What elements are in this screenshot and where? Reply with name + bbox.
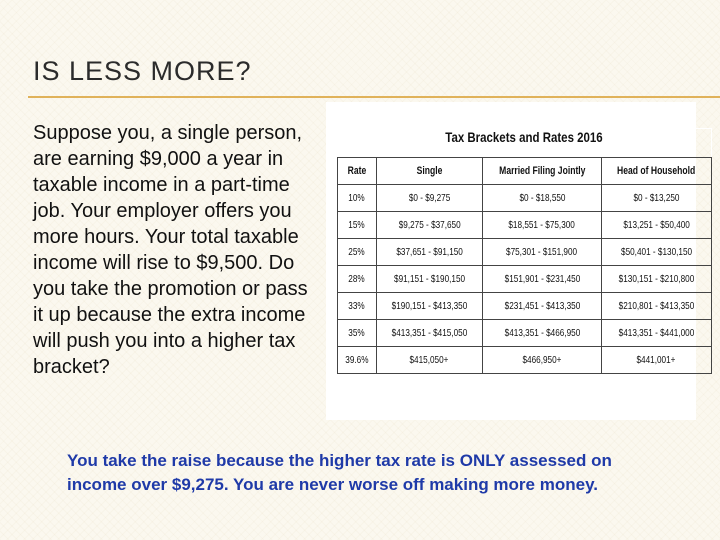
table-cell-single	[376, 212, 482, 239]
table-cell-head-of-household	[602, 212, 711, 239]
cell-value: $413,351 - $441,000	[618, 327, 695, 339]
cell-value: $13,251 - $50,400	[623, 219, 690, 231]
table-cell-married-filing-jointly	[482, 239, 602, 266]
slide-title: IS LESS MORE?	[33, 56, 252, 86]
table-cell-head-of-household	[602, 239, 711, 266]
table-cell-head-of-household	[602, 266, 711, 293]
header-single	[376, 158, 482, 185]
header-mfj-label: Married Filing Jointly	[498, 165, 586, 177]
table-row	[338, 347, 712, 374]
table-cell-head-of-household	[602, 293, 711, 320]
cell-value: $413,351 - $466,950	[504, 327, 580, 339]
table-cell-rate	[338, 293, 377, 320]
cell-value: $130,151 - $210,800	[618, 273, 695, 285]
tax-brackets-table	[337, 128, 712, 374]
table-row	[338, 212, 712, 239]
cell-value: $91,151 - $190,150	[393, 273, 465, 285]
table-row	[338, 320, 712, 347]
table-title: Tax Brackets and Rates 2016	[445, 129, 603, 145]
table-row	[338, 239, 712, 266]
cell-value: $441,001+	[636, 354, 676, 366]
table-cell-single	[376, 320, 482, 347]
cell-value: $415,050+	[409, 354, 449, 366]
cell-value: $466,950+	[522, 354, 562, 366]
cell-value: 10%	[348, 192, 366, 204]
table-row	[338, 266, 712, 293]
header-rate-label: Rate	[347, 165, 367, 177]
table-cell-married-filing-jointly	[482, 266, 602, 293]
cell-value: $18,551 - $75,300	[508, 219, 576, 231]
table-cell-rate	[338, 212, 377, 239]
table-cell-single	[376, 266, 482, 293]
question-text: Suppose you, a single person, are earning $9,000 a year in taxable income in a part-time job. Your employer offers you more hours. Your total taxable income will rise to $9,500. Do you take the promotion or pass it up because the extra income will push you into a higher tax bracket?	[33, 122, 308, 378]
header-rate	[338, 158, 377, 185]
cell-value: $0 - $9,275	[408, 192, 450, 204]
table-title-cell	[338, 129, 712, 158]
table-cell-head-of-household	[602, 347, 711, 374]
cell-value: $231,451 - $413,350	[504, 300, 580, 312]
table-row	[338, 185, 712, 212]
cell-value: 15%	[348, 219, 366, 231]
table-cell-single	[376, 347, 482, 374]
header-married-filing-jointly	[482, 158, 602, 185]
table-cell-single	[376, 239, 482, 266]
cell-value: $75,301 - $151,900	[506, 246, 578, 258]
answer-text: You take the raise because the higher tax rate is ONLY assessed on income over $9,275. You are never worse off making more money.	[67, 451, 612, 494]
cell-value: 28%	[348, 273, 366, 285]
table-cell-rate	[338, 347, 377, 374]
table-body	[338, 185, 712, 374]
cell-value: $50,401 - $130,150	[620, 246, 692, 258]
tax-table-image	[326, 102, 696, 420]
table-cell-married-filing-jointly	[482, 293, 602, 320]
header-head-of-household	[602, 158, 711, 185]
table-cell-married-filing-jointly	[482, 347, 602, 374]
cell-value: $413,351 - $415,050	[391, 327, 468, 339]
table-cell-head-of-household	[602, 320, 711, 347]
table-cell-married-filing-jointly	[482, 185, 602, 212]
table-cell-married-filing-jointly	[482, 320, 602, 347]
cell-value: $0 - $13,250	[633, 192, 680, 204]
cell-value: $190,151 - $413,350	[391, 300, 468, 312]
cell-value: $9,275 - $37,650	[398, 219, 461, 231]
cell-value: $0 - $18,550	[519, 192, 566, 204]
table-cell-rate	[338, 320, 377, 347]
cell-value: $37,651 - $91,150	[395, 246, 463, 258]
cell-value: $151,901 - $231,450	[504, 273, 580, 285]
table-cell-single	[376, 185, 482, 212]
table-cell-married-filing-jointly	[482, 212, 602, 239]
table-cell-rate	[338, 239, 377, 266]
header-hoh-label: Head of Household	[617, 165, 696, 177]
table-cell-rate	[338, 185, 377, 212]
table-cell-single	[376, 293, 482, 320]
cell-value: $210,801 - $413,350	[618, 300, 695, 312]
table-header-row	[338, 158, 712, 185]
cell-value: 39.6%	[345, 354, 369, 366]
cell-value: 25%	[348, 246, 366, 258]
table-cell-head-of-household	[602, 185, 711, 212]
cell-value: 33%	[348, 300, 366, 312]
table-title-row	[338, 129, 712, 158]
table-row	[338, 293, 712, 320]
header-single-label: Single	[416, 165, 443, 177]
table-cell-rate	[338, 266, 377, 293]
cell-value: 35%	[348, 327, 366, 339]
title-underline	[28, 96, 720, 98]
